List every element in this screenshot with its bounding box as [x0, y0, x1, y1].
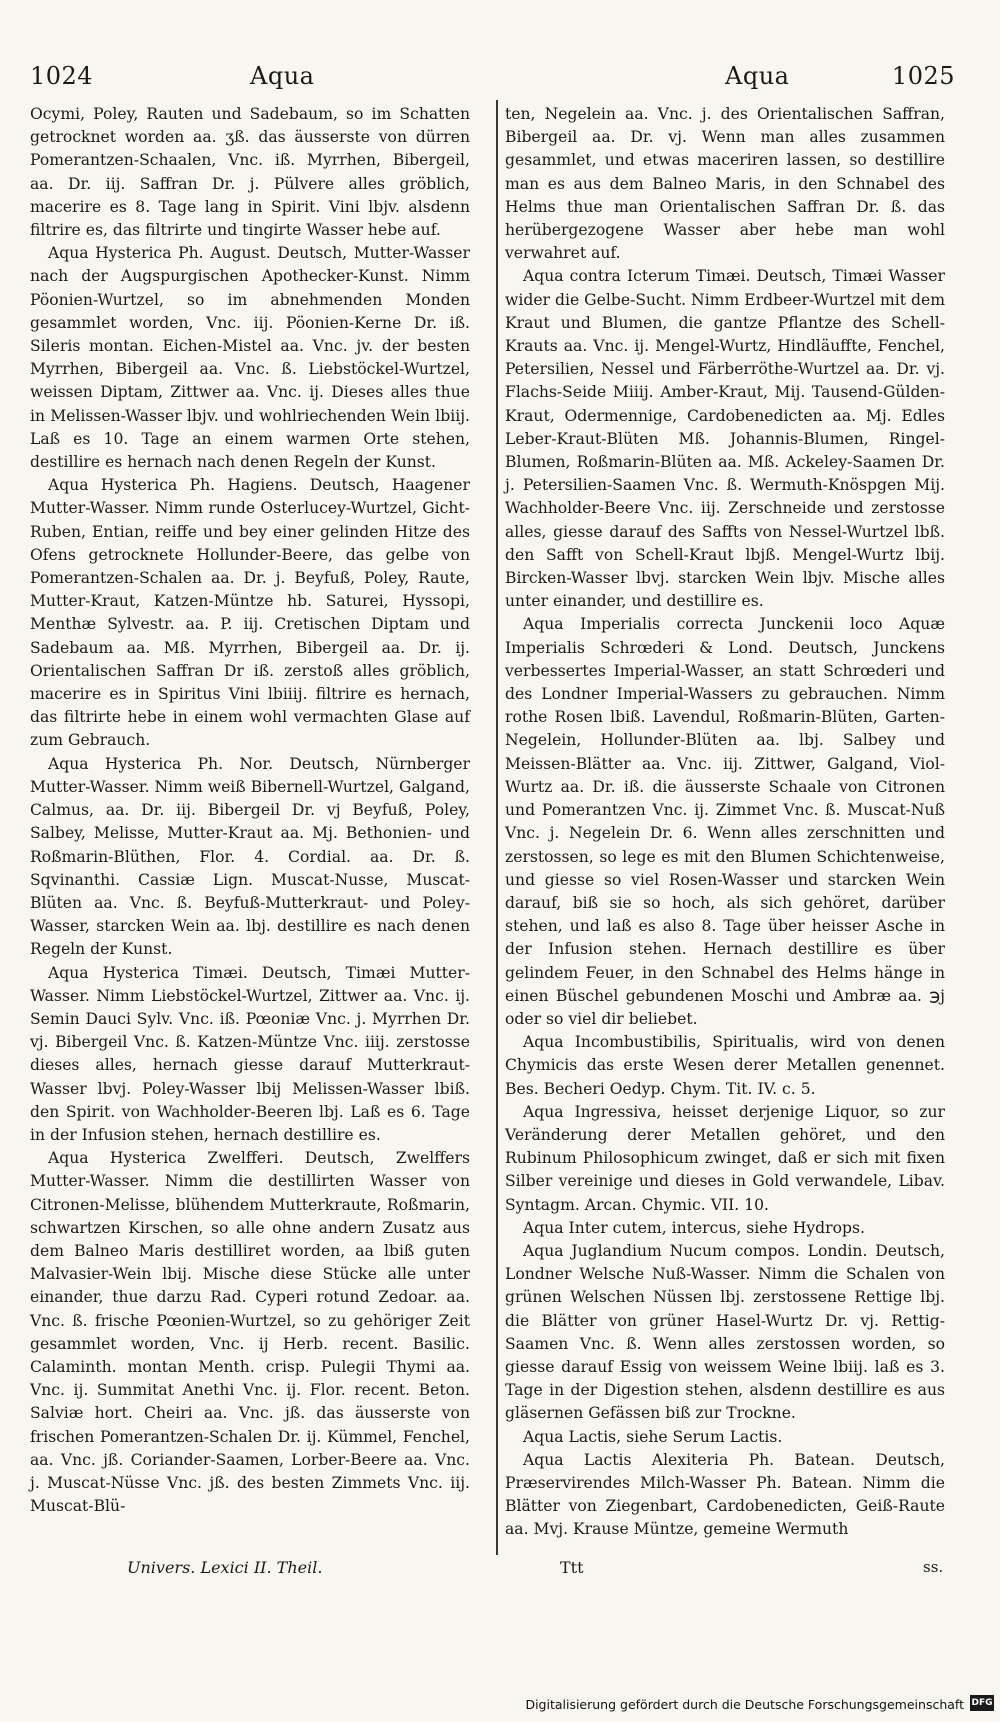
left-column: [30, 103, 470, 1518]
entry-paragraph: ten, Negelein aa. Vnc. j. des Orientalischen Saffran, Bibergeil aa. Dr. vj. Wenn man alles zusammen gesammlet, und etwas maceriren lassen, so destillire man es aus dem Balneo Maris, in den Schnabel des Helms thue man Orientalischen Saffran Dr. ß. das herübergezogene Wasser aber hebe man wohl verwahret auf.: [505, 105, 945, 263]
entry-paragraph: Aqua Lactis Alexiteria Ph. Batean. Deutsch, Præservirendes Milch-Wasser Ph. Batean. Nimm die Blätter von Ziegenbart, Cardobenedicten, Geiß-Raute aa. Mvj. Krause Müntze, gemeine Wermuth: [505, 1450, 945, 1539]
entry-paragraph: Aqua Hysterica Ph. Hagiens. Deutsch, Haagener Mutter-Wasser. Nimm runde Osterlucey-Wurtzel, Gicht-Ruben, Entian, reiffe und bey einer gelinden Hitze des Ofens getrocknete Hollunder-Beere, das gelbe von Pomerantzen-Schalen aa. Dr. j. Beyfuß, Poley, Raute, Mutter-Kraut, Katzen-Müntze hb. Saturei, Hyssopi, Menthæ Sylvestr. aa. P. iij. Cretischen Diptam und Sadebaum aa. Mß. Myrrhen, Bibergeil aa. Dr. ij. Orientalischen Saffran Dr iß. zerstoß alles gröblich, macerire es in Spiritus Vini lbiiij. filtrire es hernach, das filtrirte hebe in einem wohl vermachten Glase auf zum Gebrauch.: [30, 476, 470, 750]
page-number-right: 1025: [891, 62, 955, 90]
footer-volume-title: Univers. Lexici II. Theil.: [127, 1558, 323, 1577]
running-head-left: Aqua: [250, 62, 315, 90]
digitization-note: Digitalisierung gefördert durch die Deutsche Forschungsgemeinschaft: [525, 1697, 964, 1712]
entry-paragraph: Aqua Hysterica Zwelfferi. Deutsch, Zwelffers Mutter-Wasser. Nimm die destillirten Wasser von Citronen-Melisse, blühendem Mutterkraute, Roßmarin, schwartzen Kirschen, so alle ohne andern Zusatz aus dem Balneo Maris destilliret worden, aa lbiß guten Malvasier-Wein lbij. Mische diese Stücke alle unter einander, thue darzu Rad. Cyperi rotund Zedoar. aa. Vnc. ß. frische Pœonien-Wurtzel, so zu gehöriger Zeit gesammlet worden, Vnc. ij Herb. recent. Basilic. Calaminth. montan Menth. crisp. Pulegii Thymi aa. Vnc. ij. Summitat Anethi Vnc. ij. Flor. recent. Beton. Salviæ hort. Cheiri aa. Vnc. jß. das äusserste von frischen Pomerantzen-Schalen Dr. ij. Kümmel, Fenchel, aa. Vnc. jß. Coriander-Saamen, Lorber-Beere aa. Vnc. j. Muscat-Nüsse Vnc. jß. des besten Zimmets Vnc. iij. Muscat-Blü-: [30, 1149, 470, 1516]
entry-paragraph: Aqua Incombustibilis, Spiritualis, wird von denen Chymicis das erste Wesen derer Metallen genennet. Bes. Becheri Oedyp. Chym. Tit. IV. c. 5.: [505, 1033, 945, 1098]
column-divider: [496, 100, 498, 1555]
entry-paragraph: Ocymi, Poley, Rauten und Sadebaum, so im Schatten getrocknet worden aa. ʒß. das äusserste von dürren Pomerantzen-Schaalen, Vnc. iß. Myrrhen, Bibergeil, aa. Dr. iij. Saffran Dr. j. Pülvere alles gröblich, macerire es 8. Tage lang in Spirit. Vini lbjv. alsdenn filtrire es, das filtrirte und tingirte Wasser hebe auf.: [30, 105, 470, 240]
right-column: [505, 103, 945, 1542]
entry-paragraph: Aqua Hysterica Ph. August. Deutsch, Mutter-Wasser nach der Augspurgischen Apothecker-Kunst. Nimm Pöonien-Wurtzel, so im abnehmenden Monden gesammlet worden, Vnc. iij. Pöonien-Kerne Dr. iß. Sileris montan. Eichen-Mistel aa. Vnc. jv. der besten Myrrhen, Bibergeil aa. Vnc. ß. Liebstöckel-Wurtzel, weissen Diptam, Zittwer aa. Vnc. ij. Dieses alles thue in Melissen-Wasser lbjv. und wohlriechenden Wein lbiij. Laß es 10. Tage an einem warmen Orte stehen, destillire es hernach nach denen Regeln der Kunst.: [30, 244, 470, 472]
entry-paragraph: Aqua Ingressiva, heisset derjenige Liquor, so zur Veränderung derer Metallen gehöret, und den Rubinum Philosophicum zwinget, daß er sich mit fixen Silber vereinige und dieses in Gold verwandele, Libav. Syntagm. Arcan. Chymic. VII. 10.: [505, 1102, 945, 1214]
entry-paragraph: Aqua Juglandium Nucum compos. Londin. Deutsch, Londner Welsche Nuß-Wasser. Nimm die Schalen von grünen Welschen Nüssen lbj. zerstossene Rettige lbj. die Blätter von grüner Hasel-Wurtz Dr. vj. Rettig-Saamen Vnc. ß. Wenn alles zerstossen worden, so giesse darauf Essig von weissem Weine lbiij. laß es 3. Tage in der Digestion stehen, alsdenn destillire es aus gläsernen Gefässen biß zur Trockne.: [505, 1241, 945, 1423]
entry-paragraph: Aqua Hysterica Timæi. Deutsch, Timæi Mutter-Wasser. Nimm Liebstöckel-Wurtzel, Zittwer aa. Vnc. ij. Semin Dauci Sylv. Vnc. iß. Pœoniæ Vnc. j. Myrrhen Dr. vj. Bibergeil Vnc. ß. Katzen-Müntze Vnc. iiij. zerstosse dieses alles, hernach giesse darauf Mutterkraut-Wasser lbvj. Poley-Wasser lbij Melissen-Wasser lbiß. den Spirit. von Wachholder-Beeren lbj. Laß es 6. Tage in der Infusion stehen, hernach destillire es.: [30, 963, 470, 1144]
running-head-right: Aqua: [725, 62, 790, 90]
entry-paragraph: Aqua Inter cutem, intercus, siehe Hydrops.: [523, 1218, 865, 1237]
dfg-logo: DFG: [970, 1695, 994, 1711]
entry-paragraph: Aqua Lactis, siehe Serum Lactis.: [523, 1427, 783, 1446]
footer-signature: ss.: [923, 1558, 944, 1576]
entry-paragraph: Aqua Imperialis correcta Junckenii loco Aquæ Imperialis Schrœderi & Lond. Deutsch, Junckens verbessertes Imperial-Wasser, an statt Schrœderi und des Londner Imperial-Wassers zu gebrauchen. Nimm rothe Rosen lbiß. Lavendul, Roßmarin-Blüten, Garten-Negelein, Hollunder-Blüten aa. lbj. Salbey und Meissen-Blätter aa. Vnc. iij. Zittwer, Galgand, Viol-Wurtz aa. Dr. iß. die äusserste Schaale von Citronen und Pomerantzen Vnc. ij. Zimmet Vnc. ß. Muscat-Nuß Vnc. j. Negelein Dr. 6. Wenn alles zerschnitten und zerstossen, so lege es mit den Blumen Schichtenweise, und giesse so viel Rosen-Wasser und starcken Wein darauf, biß sie so hoch, als sich gehöret, darüber stehen, und laß es also 8. Tage über heisser Asche in der Infusion stehen. Hernach destillire es über gelindem Feuer, in den Schnabel des Helms hänge in einen Büschel gebundenen Moschi und Ambræ aa. ℈j oder so viel dir beliebet.: [505, 615, 945, 1028]
footer-catchword: Ttt: [560, 1558, 584, 1577]
entry-paragraph: Aqua contra Icterum Timæi. Deutsch, Timæi Wasser wider die Gelbe-Sucht. Nimm Erdbeer-Wurtzel mit dem Kraut und Blumen, die gantze Pflantze des Schell-Krauts aa. Vnc. ij. Mengel-Wurtz, Hindläuffte, Fenchel, Petersilien, Nessel und Färberröthe-Wurtzel aa. Dr. vj. Flachs-Seide Miiij. Amber-Kraut, Mij. Tausend-Gülden-Kraut, Odermennige, Cardobenedicten aa. Mj. Edles Leber-Kraut-Blüten Mß. Johannis-Blumen, Ringel-Blumen, Roßmarin-Blüten aa. Mß. Ackeley-Saamen Dr. j. Petersilien-Saamen Vnc. ß. Wermuth-Knöspgen Mij. Wachholder-Beere Vnc. iij. Zerschneide und zerstosse alles, giesse darauf des Saffts von Nessel-Wurtzel lbß. den Safft von Schell-Kraut lbjß. Mengel-Wurtz lbij. Bircken-Wasser lbvj. starcken Wein lbjv. Mische alles unter einander, und destillire es.: [505, 267, 945, 611]
page-header: [30, 62, 955, 102]
page-number-left: 1024: [30, 62, 94, 90]
entry-paragraph: Aqua Hysterica Ph. Nor. Deutsch, Nürnberger Mutter-Wasser. Nimm weiß Bibernell-Wurtzel, Galgand, Calmus, aa. Dr. iij. Bibergeil Dr. vj Beyfuß, Poley, Salbey, Melisse, Mutter-Kraut aa. Mj. Bethonien- und Roßmarin-Blüthen, Flor. 4. Cordial. aa. Dr. ß. Sqvinanthi. Cassiæ Lign. Muscat-Nusse, Muscat-Blüten aa. Vnc. ß. Beyfuß-Mutterkraut- und Poley-Wasser, starcken Wein aa. lbj. destillire es nach denen Regeln der Kunst.: [30, 754, 470, 959]
